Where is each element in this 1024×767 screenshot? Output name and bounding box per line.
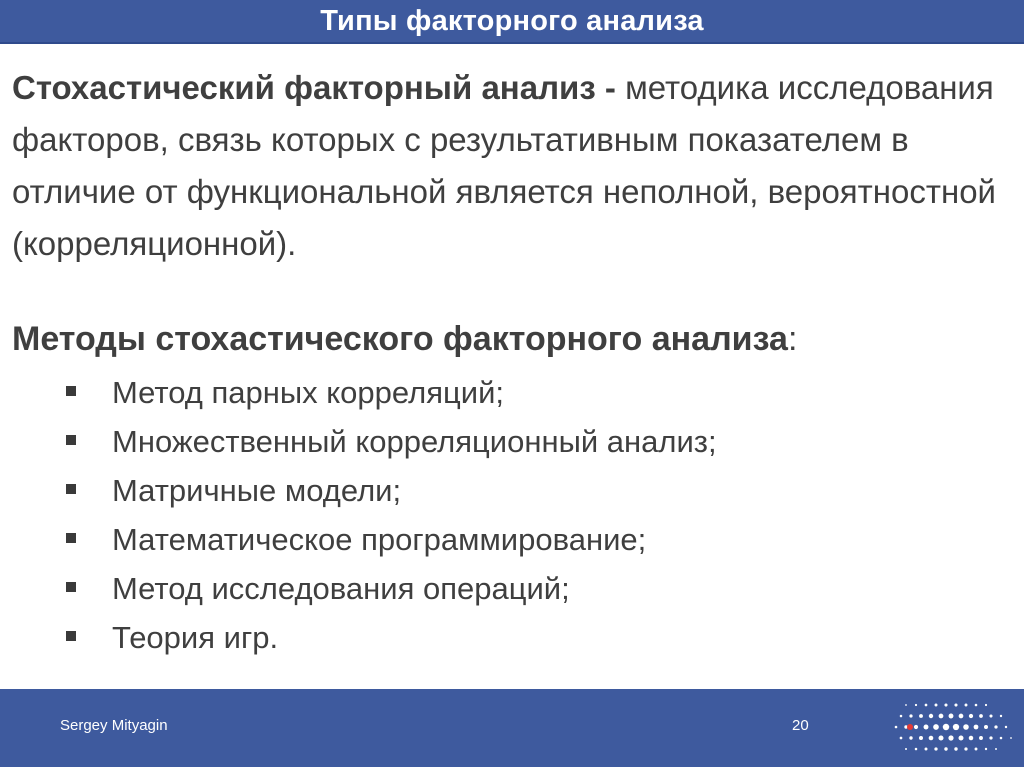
logo-dot [953, 724, 959, 730]
methods-list [12, 368, 1012, 662]
logo-dot [938, 735, 943, 740]
logo-dot [959, 714, 964, 719]
logo-dot [909, 736, 912, 739]
logo-dot [969, 736, 974, 741]
methods-heading-text: Методы стохастического факторного анализа [12, 320, 788, 358]
definition-paragraph [12, 62, 1012, 270]
slide-content [12, 62, 1012, 662]
bullet-icon [66, 631, 76, 641]
logo-dot [919, 714, 923, 718]
logo-dot [948, 735, 953, 740]
list-item-text: Метод парных корреляций; [112, 375, 504, 410]
logo-accent-dot [907, 724, 913, 730]
logo-dot [975, 748, 978, 751]
logo-dot [925, 748, 928, 751]
list-item-text: Матричные модели; [112, 473, 402, 508]
title-bar [0, 0, 1024, 44]
bullet-icon [66, 484, 76, 494]
logo-dot [949, 714, 954, 719]
logo-dot [985, 748, 987, 750]
list-item [12, 564, 1012, 613]
logo-dot [994, 725, 997, 728]
logo-dot [1000, 715, 1002, 717]
logo-dot [929, 736, 934, 741]
logo-dot [954, 703, 957, 706]
logo-dot [963, 724, 969, 730]
logo-dot [985, 704, 987, 706]
logo-dot [900, 715, 903, 718]
logo-dot [915, 748, 918, 751]
bullet-icon [66, 386, 76, 396]
bullet-icon [66, 435, 76, 445]
logo-dot [989, 736, 992, 739]
logo-dot [984, 725, 988, 729]
bullet-icon [66, 582, 76, 592]
definition-text: методика исследования факторов, связь которых с результативным показателем в отличие от функциональной является неполной, вероятностной (корреляционной). [12, 69, 996, 262]
logo-dot [989, 714, 992, 717]
logo-dot [943, 724, 949, 730]
list-item [12, 515, 1012, 564]
logo-dot [969, 714, 973, 718]
logo-dot [979, 736, 983, 740]
list-item-text: Метод исследования операций; [112, 571, 570, 606]
logo-dot [925, 704, 928, 707]
logo-dot [944, 703, 947, 706]
slide-title: Типы факторного анализа [320, 4, 704, 37]
page-number: 20 [792, 717, 809, 734]
logo-dot [964, 747, 967, 750]
definition-term: Стохастический факторный анализ - [12, 69, 616, 106]
logo-dot [909, 714, 912, 717]
logo-dot [1010, 737, 1012, 739]
footer-author: Sergey Mityagin [60, 717, 168, 734]
logo-dot [959, 736, 964, 741]
logo-dot [919, 736, 923, 740]
logo-dot [914, 725, 918, 729]
logo-dot [975, 704, 978, 707]
dots-logo-icon [888, 695, 1012, 761]
bullet-icon [66, 533, 76, 543]
logo-dot [934, 747, 937, 750]
logo-dot [995, 748, 997, 750]
list-item-text: Теория игр. [112, 620, 279, 655]
methods-heading-colon: : [787, 320, 798, 358]
list-item [12, 368, 1012, 417]
logo-dot [933, 724, 939, 730]
list-item [12, 613, 1012, 662]
list-item-text: Множественный корреляционный анализ; [112, 424, 717, 459]
logo-dot [900, 737, 903, 740]
methods-heading [12, 314, 1012, 364]
list-item-text: Математическое программирование; [112, 522, 647, 557]
logo-dot [939, 714, 944, 719]
logo-dot [915, 704, 917, 706]
logo-dot [905, 748, 907, 750]
list-item [12, 466, 1012, 515]
logo-dot [979, 714, 983, 718]
logo-dot [1005, 726, 1007, 728]
logo-dot [924, 725, 929, 730]
list-item [12, 417, 1012, 466]
logo-dot [944, 747, 947, 750]
logo-dot [905, 704, 907, 706]
logo-dot [974, 725, 979, 730]
logo-dot [954, 747, 957, 750]
logo-dot [935, 704, 938, 707]
logo-dot [1000, 737, 1003, 740]
logo-dot [895, 726, 898, 729]
logo-dot [965, 704, 968, 707]
logo-dot [929, 714, 933, 718]
footer-bar [0, 689, 1024, 767]
